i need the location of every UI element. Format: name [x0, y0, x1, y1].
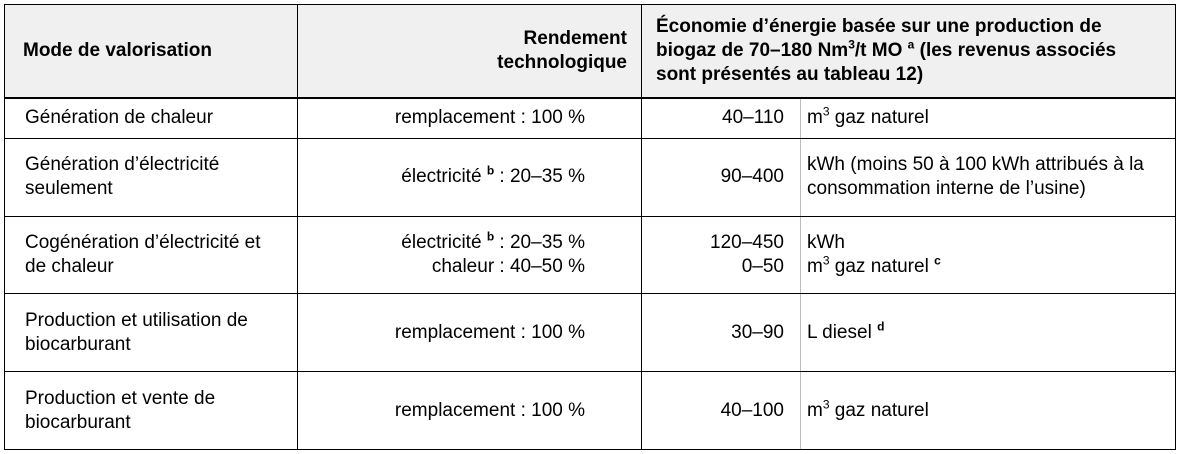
table-row	[5, 216, 1176, 294]
footnote-c: c	[934, 253, 941, 268]
row-rendement	[298, 216, 642, 294]
rendement-pre: électricité	[401, 232, 487, 254]
header-rendement	[298, 5, 642, 99]
row-rendement	[298, 138, 642, 216]
unit-pre: m	[807, 256, 823, 278]
row-unit	[801, 98, 1176, 138]
rendement-line1	[312, 231, 585, 255]
header-economie-part1: Économie d’énergie basée sur une production de biogaz de 70–180 Nm	[656, 16, 1102, 61]
unit-sup: 3	[822, 253, 830, 268]
row-mode: Génération d’électricité seulement	[5, 138, 298, 216]
row-rendement: remplacement : 100 %	[298, 294, 642, 372]
header-economie-part3: (les revenus associés sont présentés au tableau 12)	[656, 40, 1117, 85]
unit-pre: m	[807, 107, 823, 129]
row-mode: Production et vente de biocarburant	[5, 372, 298, 450]
row-rendement: remplacement : 100 %	[298, 372, 642, 450]
row-unit	[801, 372, 1176, 450]
unit-post: gaz naturel	[829, 107, 929, 129]
footnote-d: d	[877, 319, 885, 334]
footnote-b: b	[486, 164, 495, 178]
unit-sup: 3	[822, 397, 830, 412]
unit-pre: L diesel	[807, 321, 878, 343]
header-economie	[642, 5, 1176, 99]
rendement-post: : 20–35 %	[494, 232, 585, 254]
row-mode: Cogénération d’électricité et de chaleur	[5, 216, 298, 294]
row-mode: Génération de chaleur	[5, 98, 298, 138]
unit-pre: m	[807, 399, 823, 421]
unit-post: gaz naturel	[829, 256, 935, 278]
row-value: 30–90	[642, 294, 801, 372]
header-rendement-line1: Rendement	[523, 28, 627, 49]
row-value: 40–110	[642, 98, 801, 138]
rendement-pre: électricité	[401, 166, 487, 188]
unit-sup: 3	[822, 105, 830, 120]
row-mode: Production et utilisation de biocarburant	[5, 294, 298, 372]
unit-line1: kWh	[807, 232, 845, 254]
footnote-a: a	[907, 37, 915, 52]
row-rendement: remplacement : 100 %	[298, 98, 642, 138]
header-economie-part2: /t MO	[854, 40, 908, 61]
table-row	[5, 98, 1176, 138]
row-value: 90–400	[642, 138, 801, 216]
table-row	[5, 294, 1176, 372]
rendement-post: : 20–35 %	[494, 166, 585, 188]
value-line2: 0–50	[741, 256, 784, 278]
value-line1: 120–450	[710, 232, 784, 254]
header-mode: Mode de valorisation	[5, 5, 298, 99]
table-row	[5, 372, 1176, 450]
footnote-b: b	[486, 229, 495, 244]
row-value: 40–100	[642, 372, 801, 450]
header-rendement-line2: technologique	[497, 52, 627, 73]
table-row	[5, 138, 1176, 216]
row-unit	[801, 216, 1176, 294]
row-value	[642, 216, 801, 294]
header-economie-sup: 3	[848, 37, 855, 52]
rendement-line2: chaleur : 40–50 %	[431, 256, 585, 278]
row-unit: kWh (moins 50 à 100 kWh attribués à la consommation interne de l’usine)	[801, 138, 1176, 216]
energy-valorisation-table	[4, 4, 1176, 450]
table-header-row	[5, 5, 1176, 99]
row-unit	[801, 294, 1176, 372]
unit-post: gaz naturel	[829, 399, 929, 421]
unit-line2	[807, 255, 1161, 279]
